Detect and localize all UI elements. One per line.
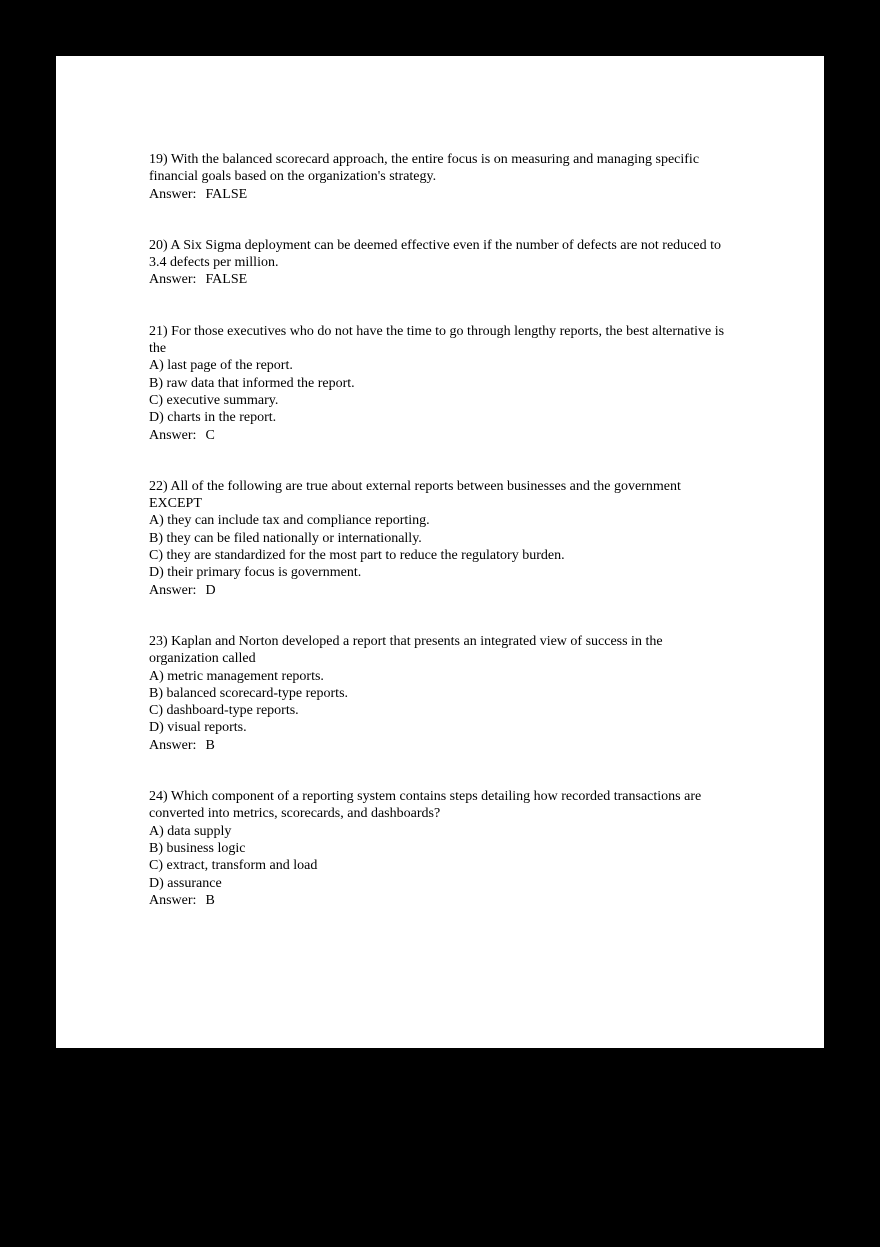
question-19 xyxy=(149,151,731,203)
answer-value: B xyxy=(205,892,215,908)
option-line: B) business logic xyxy=(149,840,246,856)
option-line: A) data supply xyxy=(149,823,232,839)
option-line: A) metric management reports. xyxy=(149,668,324,684)
option-line: B) raw data that informed the report. xyxy=(149,375,355,391)
answer-line xyxy=(149,737,731,754)
answer-value: D xyxy=(205,582,216,598)
question-23 xyxy=(149,633,731,754)
option-line: D) their primary focus is government. xyxy=(149,565,362,581)
answer-label: Answer: xyxy=(149,737,197,753)
option-line: D) assurance xyxy=(149,875,222,891)
option-line: C) extract, transform and load xyxy=(149,858,318,874)
answer-value: FALSE xyxy=(205,272,248,288)
answer-line xyxy=(149,892,731,909)
answer-line xyxy=(149,186,731,203)
answer-value: C xyxy=(205,427,215,443)
answer-label: Answer: xyxy=(149,186,197,202)
question-stem: 20) A Six Sigma deployment can be deemed effective even if the number of defects are not reduced to 3.4 defects per million. xyxy=(149,237,721,271)
question-22 xyxy=(149,478,731,599)
option-line: C) executive summary. xyxy=(149,392,279,408)
question-21 xyxy=(149,323,731,444)
option-line: C) dashboard-type reports. xyxy=(149,703,299,719)
answer-line xyxy=(149,427,731,444)
answer-label: Answer: xyxy=(149,272,197,288)
answer-line xyxy=(149,271,731,288)
question-20 xyxy=(149,237,731,289)
question-stem: 19) With the balanced scorecard approach, the entire focus is on measuring and managing specific financial goals based on the organization's strategy. xyxy=(149,152,700,185)
option-line: A) last page of the report. xyxy=(149,358,293,374)
answer-label: Answer: xyxy=(149,582,197,598)
answer-label: Answer: xyxy=(149,427,197,443)
option-line: C) they are standardized for the most part to reduce the regulatory burden. xyxy=(149,548,565,564)
question-stem: 24) Which component of a reporting system contains steps detailing how recorded transactions are converted into metrics, scorecards, and dashboards? xyxy=(149,789,702,822)
option-line: D) charts in the report. xyxy=(149,410,277,426)
question-stem: 21) For those executives who do not have the time to go through lengthy reports, the best alternative is the xyxy=(149,323,725,357)
page-content xyxy=(149,151,731,909)
question-stem: 22) All of the following are true about external reports between businesses and the government EXCEPT xyxy=(149,478,681,512)
answer-line xyxy=(149,582,731,599)
question-24 xyxy=(149,788,731,909)
option-line: D) visual reports. xyxy=(149,720,247,736)
answer-value: B xyxy=(205,737,215,753)
option-line: B) they can be filed nationally or internationally. xyxy=(149,530,422,546)
question-stem: 23) Kaplan and Norton developed a report that presents an integrated view of success in the organization called xyxy=(149,633,663,667)
document-page xyxy=(56,56,824,1048)
option-line: B) balanced scorecard-type reports. xyxy=(149,685,349,701)
option-line: A) they can include tax and compliance reporting. xyxy=(149,513,430,529)
answer-label: Answer: xyxy=(149,892,197,908)
answer-value: FALSE xyxy=(205,186,248,202)
